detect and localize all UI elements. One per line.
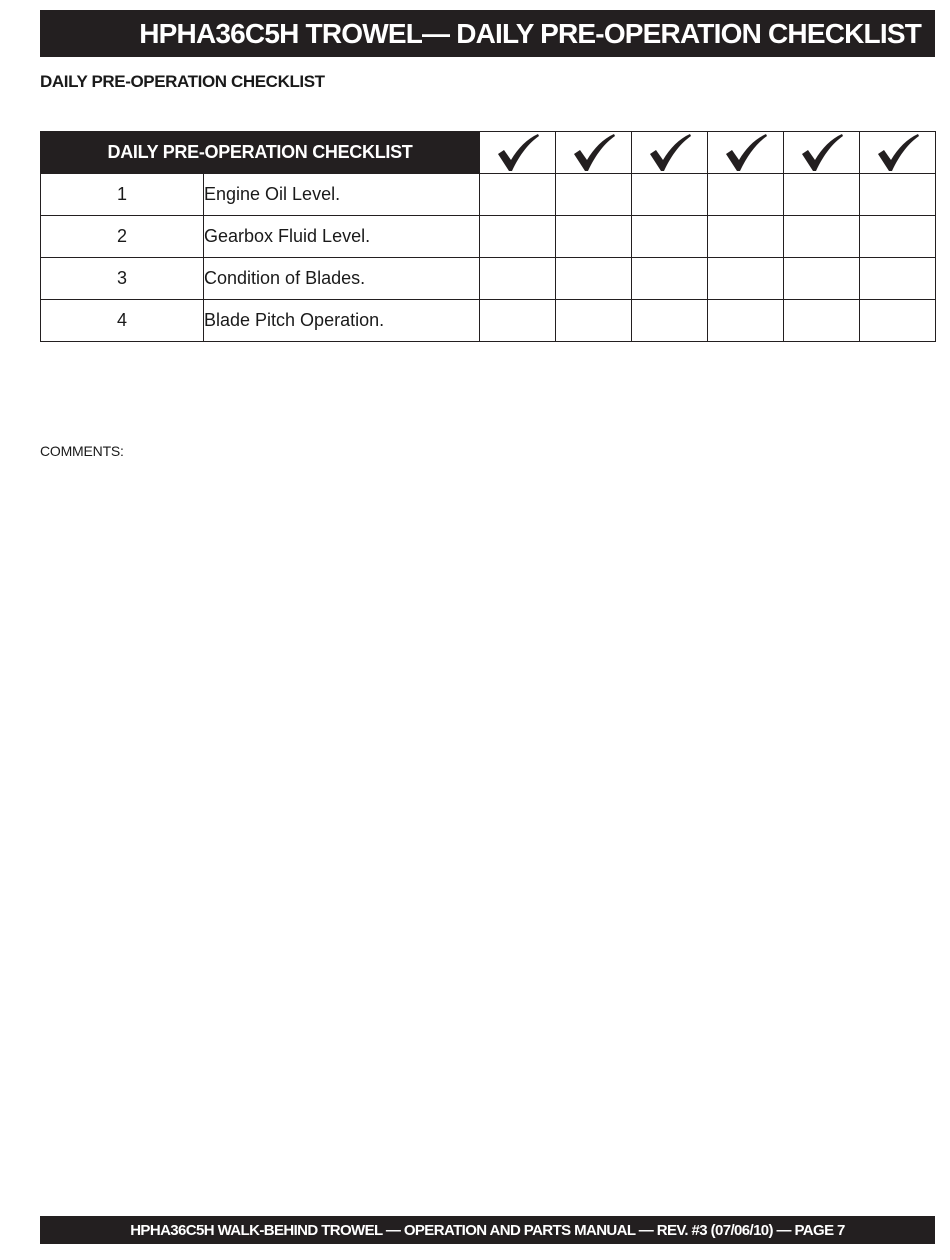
checkmark-icon	[708, 133, 783, 173]
page-header-bar	[40, 10, 935, 57]
checkmark-icon	[556, 133, 631, 173]
check-cell[interactable]	[784, 300, 860, 342]
check-column-header	[860, 132, 936, 174]
row-number: 1	[41, 174, 204, 216]
checklist-header-row	[41, 132, 936, 174]
check-cell[interactable]	[632, 216, 708, 258]
check-cell[interactable]	[480, 174, 556, 216]
row-number: 4	[41, 300, 204, 342]
row-item: Gearbox Fluid Level.	[204, 216, 480, 258]
check-cell[interactable]	[860, 174, 936, 216]
check-cell[interactable]	[632, 174, 708, 216]
table-row	[41, 258, 936, 300]
check-cell[interactable]	[632, 300, 708, 342]
table-row	[41, 174, 936, 216]
checkmark-icon	[860, 133, 935, 173]
table-row	[41, 300, 936, 342]
row-item: Condition of Blades.	[204, 258, 480, 300]
row-item: Blade Pitch Operation.	[204, 300, 480, 342]
page-footer-bar	[40, 1216, 935, 1244]
check-cell[interactable]	[708, 300, 784, 342]
checkmark-icon	[632, 133, 707, 173]
table-row	[41, 216, 936, 258]
section-heading: DAILY PRE-OPERATION CHECKLIST	[40, 72, 325, 91]
check-column-header	[480, 132, 556, 174]
check-cell[interactable]	[860, 216, 936, 258]
checkmark-icon	[784, 133, 859, 173]
check-cell[interactable]	[784, 216, 860, 258]
footer-text: HPHA36C5H WALK-BEHIND TROWEL — OPERATION AND PARTS MANUAL — REV. #3 (07/06/10) — PAGE 7	[130, 1221, 845, 1239]
check-cell[interactable]	[708, 258, 784, 300]
check-cell[interactable]	[556, 216, 632, 258]
check-column-header	[784, 132, 860, 174]
check-cell[interactable]	[556, 174, 632, 216]
check-cell[interactable]	[860, 258, 936, 300]
check-cell[interactable]	[784, 174, 860, 216]
check-cell[interactable]	[784, 258, 860, 300]
check-cell[interactable]	[480, 216, 556, 258]
check-cell[interactable]	[480, 300, 556, 342]
comments-label: COMMENTS:	[40, 443, 124, 459]
check-cell[interactable]	[556, 258, 632, 300]
check-column-header	[632, 132, 708, 174]
check-cell[interactable]	[708, 174, 784, 216]
row-number: 3	[41, 258, 204, 300]
check-cell[interactable]	[556, 300, 632, 342]
row-item: Engine Oil Level.	[204, 174, 480, 216]
check-cell[interactable]	[632, 258, 708, 300]
check-column-header	[708, 132, 784, 174]
checklist-table	[40, 131, 936, 342]
row-number: 2	[41, 216, 204, 258]
checkmark-icon	[480, 133, 555, 173]
checklist-table-title: DAILY PRE-OPERATION CHECKLIST	[41, 132, 480, 174]
check-column-header	[556, 132, 632, 174]
page-title: HPHA36C5H TROWEL— DAILY PRE-OPERATION CHECKLIST	[139, 17, 921, 49]
check-cell[interactable]	[708, 216, 784, 258]
check-cell[interactable]	[480, 258, 556, 300]
check-cell[interactable]	[860, 300, 936, 342]
